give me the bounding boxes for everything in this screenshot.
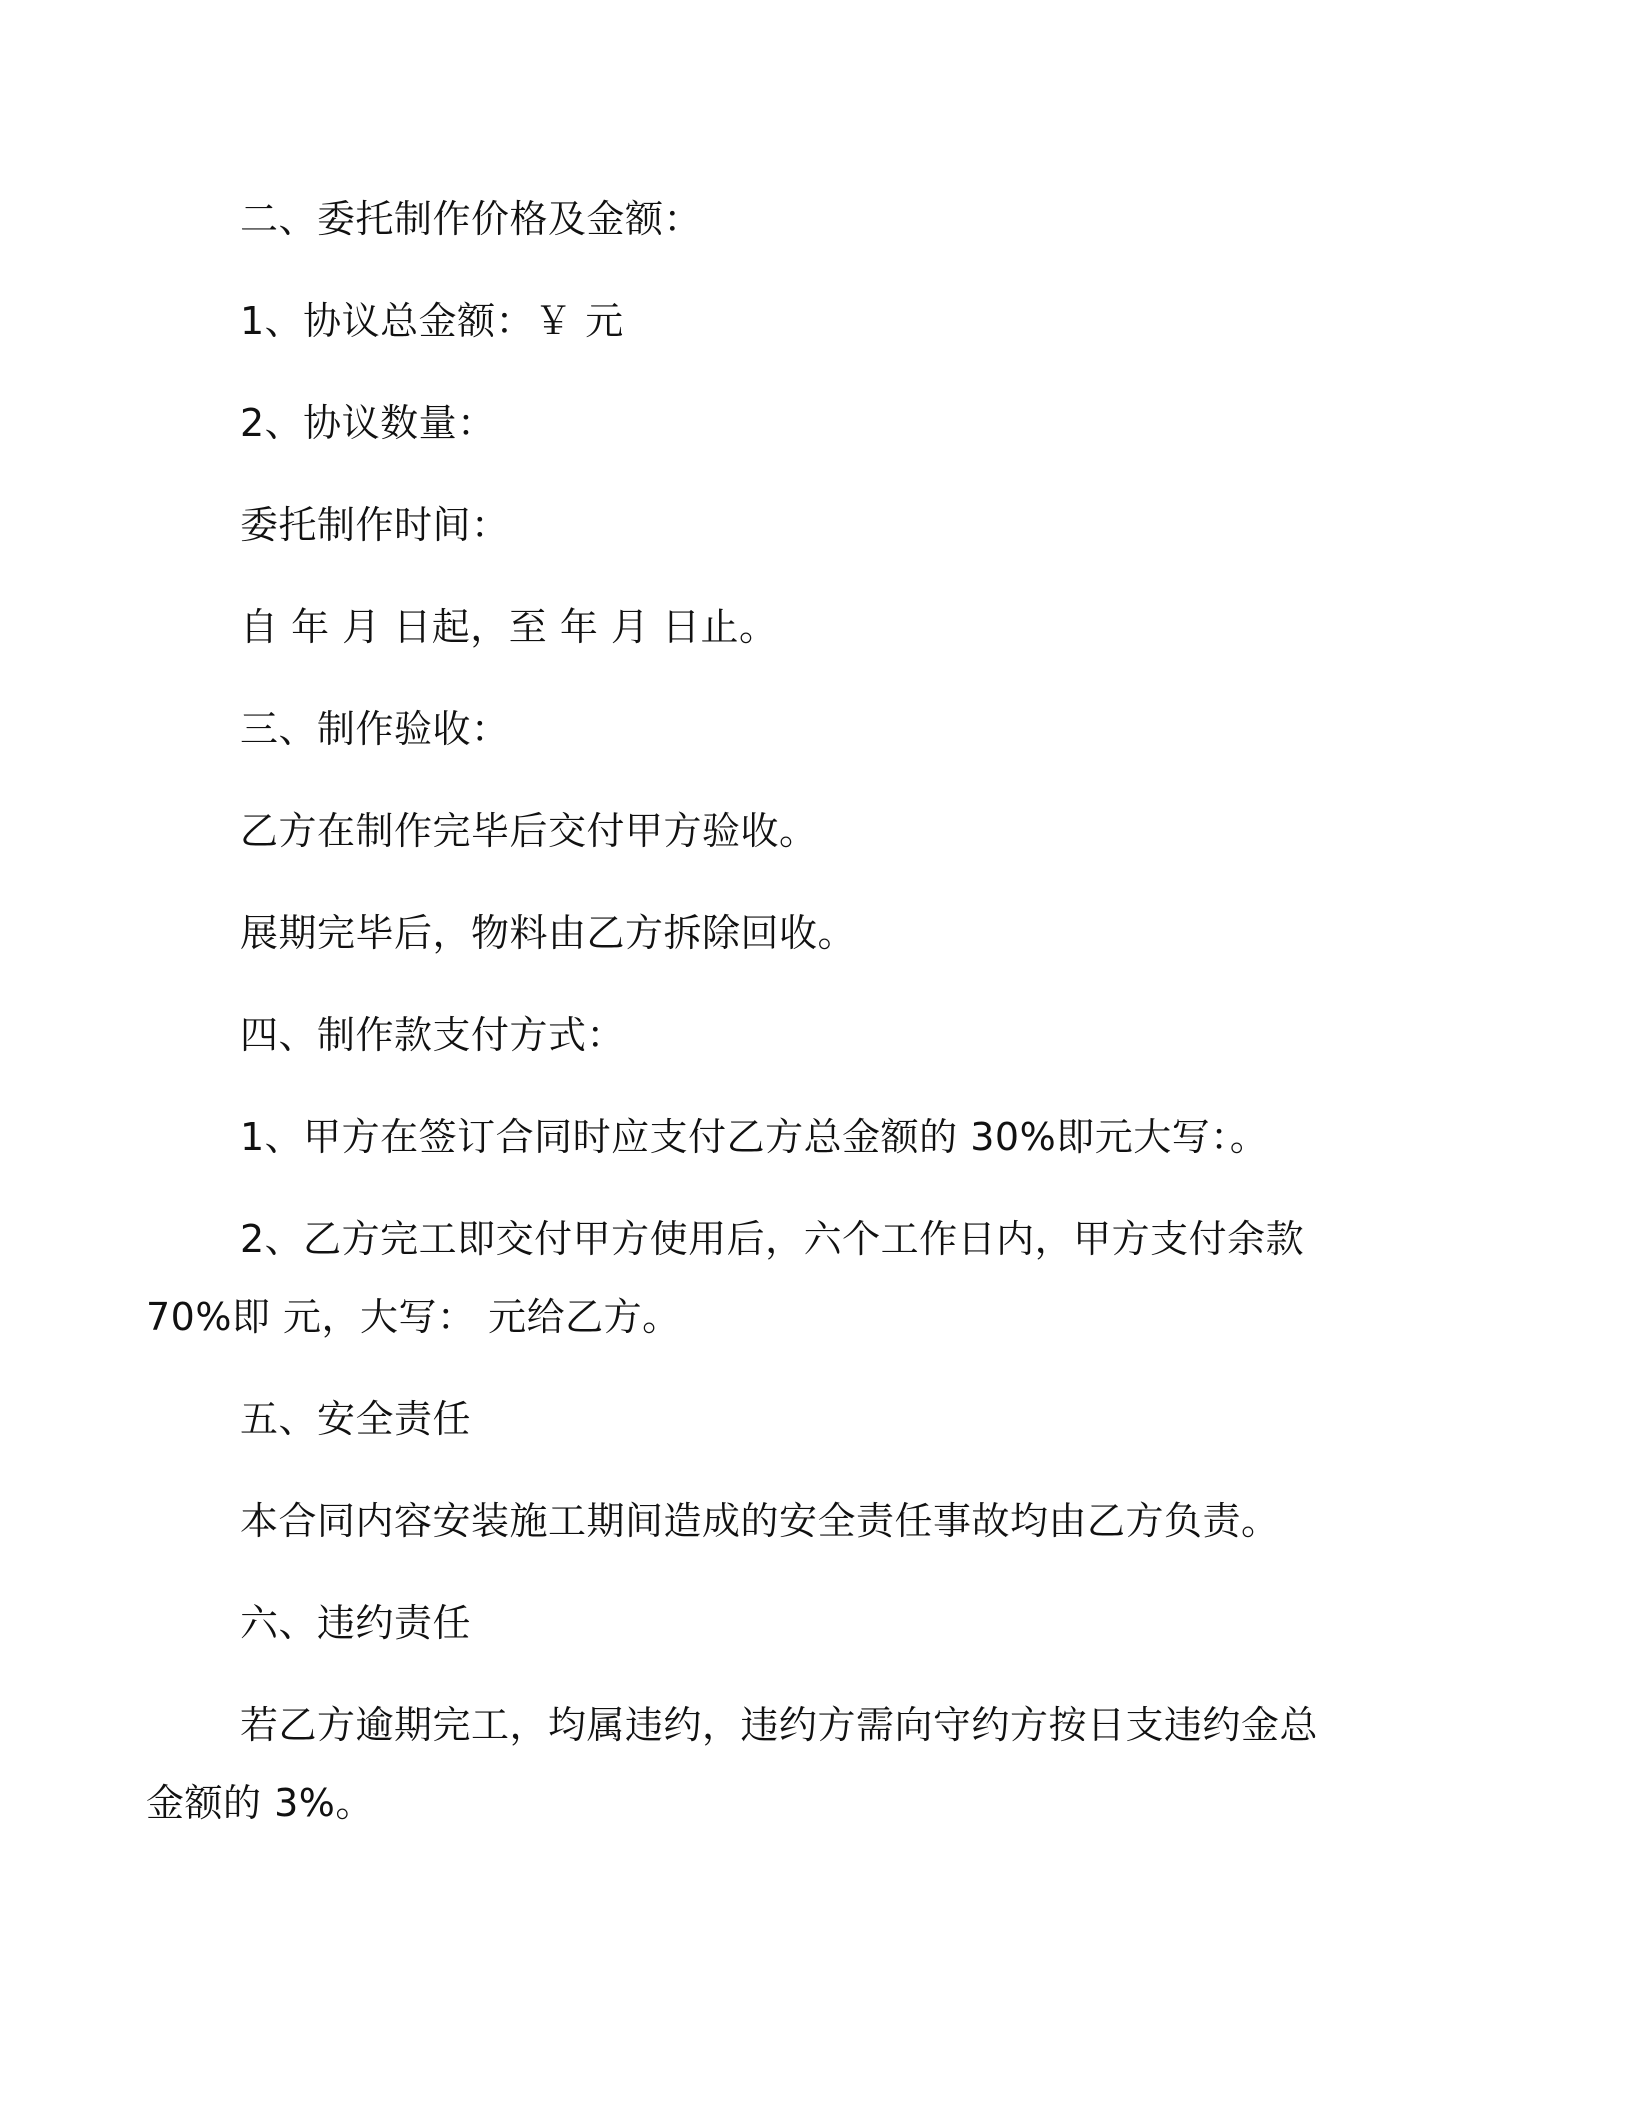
label-production-time: 委托制作时间：: [240, 503, 510, 547]
clause-acceptance: 乙方在制作完毕后交付甲方验收。: [240, 809, 818, 853]
clause-balance-line-1: 2、乙方完工即交付甲方使用后，六个工作日内，甲方支付余款: [240, 1217, 1305, 1261]
clause-quantity: 2、协议数量：: [240, 401, 496, 445]
section-heading-breach: 六、违约责任: [240, 1601, 472, 1645]
clause-total-amount: 1、协议总金额：￥ 元: [240, 299, 624, 343]
clause-balance-line-2: 70%即 元，大写： 元给乙方。: [146, 1295, 681, 1339]
clause-breach: [146, 1686, 1400, 1842]
clause-first-payment: 1、甲方在签订合同时应支付乙方总金额的 30%即元大写：。: [240, 1115, 1269, 1159]
section-heading-acceptance: 三、制作验收：: [240, 707, 510, 751]
section-heading-payment: 四、制作款支付方式：: [240, 1013, 626, 1057]
section-heading-price: 二、委托制作价格及金额：: [240, 197, 703, 241]
section-heading-safety: 五、安全责任: [240, 1397, 472, 1441]
clause-breach-line-1: 若乙方逾期完工，均属违约，违约方需向守约方按日支违约金总: [240, 1703, 1319, 1747]
clause-balance-payment: [146, 1200, 1400, 1356]
clause-breach-line-2: 金额的 3%。: [146, 1781, 374, 1825]
clause-date-range: 自 年 月 日起，至 年 月 日止。: [240, 605, 778, 649]
clause-removal: 展期完毕后，物料由乙方拆除回收。: [240, 911, 857, 955]
clause-safety: 本合同内容安装施工期间造成的安全责任事故均由乙方负责。: [240, 1499, 1280, 1543]
